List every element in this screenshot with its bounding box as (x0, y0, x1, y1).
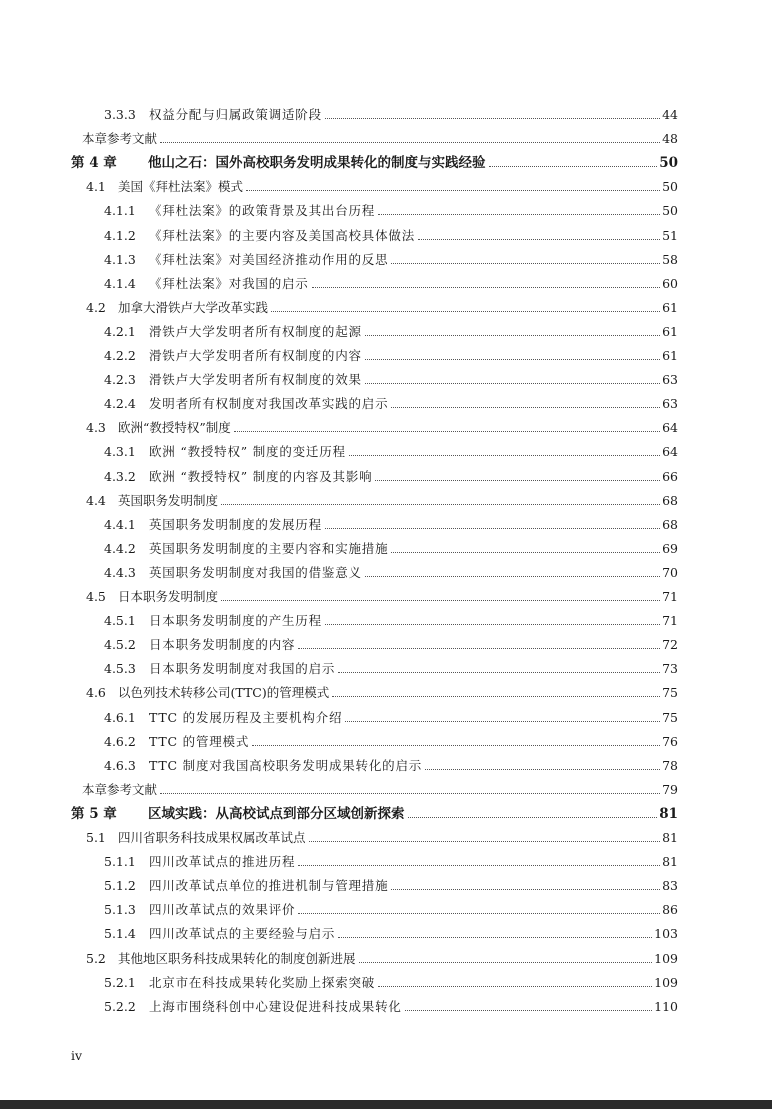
toc-leader-dots (298, 648, 660, 649)
toc-leader-dots (160, 142, 660, 143)
toc-section[interactable] (86, 828, 678, 848)
toc-subsection[interactable] (104, 467, 678, 487)
toc-page-number: 110 (654, 999, 678, 1014)
toc-leader-dots (391, 889, 660, 890)
toc-subsection[interactable] (104, 394, 678, 414)
toc-leader-dots (425, 769, 660, 770)
toc-number: 4.1.1 (104, 203, 136, 218)
toc-leader-dots (365, 383, 660, 384)
toc-page-number: 73 (662, 661, 678, 676)
toc-number: 4.6.3 (104, 758, 136, 773)
toc-leader-dots (365, 359, 660, 360)
toc-subsection[interactable] (104, 563, 678, 583)
toc-page-number: 50 (662, 179, 678, 194)
toc-leader-dots (418, 239, 660, 240)
toc-number: 4.1.3 (104, 252, 136, 267)
toc-number: 4.6.2 (104, 734, 136, 749)
bottom-bar (0, 1100, 772, 1109)
toc-number: 4.2.4 (104, 396, 136, 411)
toc-number: 4.2.1 (104, 324, 136, 339)
toc-subsection[interactable] (104, 924, 678, 944)
toc-leader-dots (312, 287, 660, 288)
toc-title: 四川省职务科技成果权属改革试点 (118, 830, 306, 845)
toc-references[interactable] (82, 129, 678, 149)
toc-leader-dots (234, 431, 660, 432)
toc-page-number: 66 (662, 469, 678, 484)
toc-subsection[interactable] (104, 900, 678, 920)
toc-page-number: 76 (662, 734, 678, 749)
toc-number: 4.4 (86, 493, 106, 508)
toc-number: 5.2.2 (104, 999, 136, 1014)
toc-page-number: 70 (662, 565, 678, 580)
toc-number: 5.1 (86, 830, 106, 845)
toc-title: 北京市在科技成果转化奖励上探索突破 (149, 975, 376, 990)
toc-title: 美国《拜杜法案》模式 (118, 179, 244, 194)
toc-title: 英国职务发明制度对我国的借鉴意义 (149, 565, 362, 580)
toc-page-number: 64 (662, 444, 678, 459)
toc-title: 以色列技术转移公司(TTC)的管理模式 (118, 685, 330, 700)
toc-number: 第 5 章 (71, 806, 117, 822)
toc-title: 本章参考文献 (82, 131, 158, 146)
toc-page-number: 75 (662, 685, 678, 700)
toc-number: 第 4 章 (71, 155, 117, 171)
toc-number: 4.6 (86, 685, 106, 700)
toc-leader-dots (252, 745, 660, 746)
toc-leader-dots (391, 407, 660, 408)
toc-subsection[interactable] (104, 346, 678, 366)
toc-title: 日本职务发明制度对我国的启示 (149, 661, 336, 676)
toc-page-number: 86 (662, 902, 678, 917)
toc-leader-dots (271, 311, 660, 312)
toc-number: 4.2.3 (104, 372, 136, 387)
toc-title: 英国职务发明制度 (118, 493, 219, 508)
toc-leader-dots (408, 817, 658, 818)
toc-title: 加拿大滑铁卢大学改革实践 (118, 300, 269, 315)
toc-page-number: 51 (662, 228, 678, 243)
toc-number: 4.1.2 (104, 228, 136, 243)
toc-leader-dots (338, 672, 660, 673)
toc-page-number: 72 (662, 637, 678, 652)
toc-subsection[interactable] (104, 105, 678, 125)
toc-title: 欧洲 “教授特权” 制度的变迁历程 (149, 444, 346, 459)
toc-title: 英国职务发明制度的发展历程 (149, 517, 322, 532)
toc-subsection[interactable] (104, 226, 678, 246)
toc-number: 4.2.2 (104, 348, 136, 363)
toc-number: 4.3 (86, 420, 106, 435)
toc-page-number: 75 (662, 710, 678, 725)
toc-page-number: 81 (659, 806, 678, 822)
toc-page-number: 58 (662, 252, 678, 267)
toc-number: 5.1.3 (104, 902, 136, 917)
toc-subsection[interactable] (104, 635, 678, 655)
toc-title: 欧洲 “教授特权” 制度的内容及其影响 (149, 469, 373, 484)
toc-subsection[interactable] (104, 852, 678, 872)
toc-page-number: 48 (662, 131, 678, 146)
toc-leader-dots (309, 841, 660, 842)
toc-leader-dots (365, 576, 660, 577)
toc-leader-dots (391, 552, 660, 553)
toc-leader-dots (405, 1010, 652, 1011)
toc-leader-dots (160, 793, 660, 794)
toc-title: 权益分配与归属政策调适阶段 (149, 107, 322, 122)
toc-title: 发明者所有权制度对我国改革实践的启示 (149, 396, 389, 411)
toc-leader-dots (325, 118, 660, 119)
toc-subsection[interactable] (104, 876, 678, 896)
toc-leader-dots (338, 937, 652, 938)
toc-section[interactable] (86, 491, 678, 511)
toc-title: 滑铁卢大学发明者所有权制度的效果 (149, 372, 362, 387)
toc-number: 4.4.2 (104, 541, 136, 556)
toc-leader-dots (325, 528, 660, 529)
toc-page-number: 103 (654, 926, 678, 941)
toc-title: 四川改革试点的推进历程 (149, 854, 296, 869)
toc-chapter[interactable] (71, 153, 678, 173)
toc-subsection[interactable] (104, 539, 678, 559)
toc-subsection[interactable] (104, 732, 678, 752)
toc-chapter[interactable] (71, 804, 678, 824)
toc-subsection[interactable] (104, 997, 678, 1017)
toc-page-number: 109 (654, 951, 678, 966)
toc-number: 5.2 (86, 951, 106, 966)
toc-page-number: 63 (662, 372, 678, 387)
toc-section[interactable] (86, 177, 678, 197)
toc-title: 四川改革试点单位的推进机制与管理措施 (149, 878, 389, 893)
toc-number: 5.2.1 (104, 975, 136, 990)
toc-title: 滑铁卢大学发明者所有权制度的内容 (149, 348, 362, 363)
toc-title: 欧洲“教授特权”制度 (118, 420, 231, 435)
toc-title: 区域实践：从高校试点到部分区域创新探索 (148, 806, 405, 822)
toc-page-number: 81 (662, 830, 678, 845)
toc-page-number: 83 (662, 878, 678, 893)
toc-number: 4.5.2 (104, 637, 136, 652)
toc-number: 5.1.2 (104, 878, 136, 893)
toc-subsection[interactable] (104, 322, 678, 342)
toc-subsection[interactable] (104, 442, 678, 462)
toc-leader-dots (332, 696, 660, 697)
toc-leader-dots (325, 624, 660, 625)
toc-page-number: 60 (662, 276, 678, 291)
toc-title: TTC 制度对我国高校职务发明成果转化的启示 (149, 758, 423, 773)
toc-page-number: 44 (662, 107, 678, 122)
toc-subsection[interactable] (104, 515, 678, 535)
toc-number: 4.5 (86, 589, 106, 604)
toc-leader-dots (221, 600, 660, 601)
toc-subsection[interactable] (104, 973, 678, 993)
toc-page-number: 71 (662, 589, 678, 604)
toc-section[interactable] (86, 683, 678, 703)
toc-subsection[interactable] (104, 659, 678, 679)
toc-title: 日本职务发明制度 (118, 589, 219, 604)
toc-number: 3.3.3 (104, 107, 136, 122)
toc-page-number: 79 (662, 782, 678, 797)
toc-subsection[interactable] (104, 611, 678, 631)
toc-page-number: 61 (662, 300, 678, 315)
toc-page-number: 64 (662, 420, 678, 435)
toc-number: 4.4.3 (104, 565, 136, 580)
toc-title: 《拜杜法案》对我国的启示 (149, 276, 309, 291)
toc-page-number: 68 (662, 517, 678, 532)
toc-subsection[interactable] (104, 250, 678, 270)
toc-section[interactable] (86, 298, 678, 318)
toc-page-number: 109 (654, 975, 678, 990)
toc-page-number: 81 (662, 854, 678, 869)
toc-leader-dots (359, 962, 653, 963)
toc-title: 《拜杜法案》对美国经济推动作用的反思 (149, 252, 389, 267)
toc-subsection[interactable] (104, 756, 678, 776)
toc-leader-dots (349, 455, 660, 456)
toc-number: 4.6.1 (104, 710, 136, 725)
toc-page-number: 68 (662, 493, 678, 508)
toc-leader-dots (365, 335, 660, 336)
toc-number: 4.3.2 (104, 469, 136, 484)
toc-page-number: 63 (662, 396, 678, 411)
toc-leader-dots (246, 190, 660, 191)
toc-section[interactable] (86, 587, 678, 607)
toc-leader-dots (378, 214, 660, 215)
toc-section[interactable] (86, 949, 678, 969)
toc-title: 本章参考文献 (82, 782, 158, 797)
toc-title: 四川改革试点的主要经验与启示 (149, 926, 336, 941)
toc-leader-dots (378, 986, 652, 987)
toc-subsection[interactable] (104, 370, 678, 390)
toc-references[interactable] (82, 780, 678, 800)
toc-leader-dots (298, 913, 660, 914)
toc-number: 4.4.1 (104, 517, 136, 532)
toc-subsection[interactable] (104, 201, 678, 221)
toc-title: 《拜杜法案》的政策背景及其出台历程 (149, 203, 376, 218)
toc-title: TTC 的管理模式 (149, 734, 250, 749)
toc-page-number: 78 (662, 758, 678, 773)
page-number: iv (71, 1048, 83, 1063)
toc-title: 英国职务发明制度的主要内容和实施措施 (149, 541, 389, 556)
toc-number: 4.1.4 (104, 276, 136, 291)
toc-title: 日本职务发明制度的产生历程 (149, 613, 322, 628)
toc-page-number: 69 (662, 541, 678, 556)
toc-title: 《拜杜法案》的主要内容及美国高校具体做法 (149, 228, 416, 243)
toc-number: 5.1.1 (104, 854, 136, 869)
toc-title: 他山之石：国外高校职务发明成果转化的制度与实践经验 (148, 155, 486, 171)
toc-number: 4.1 (86, 179, 106, 194)
toc-number: 5.1.4 (104, 926, 136, 941)
toc-page-number: 61 (662, 324, 678, 339)
toc-leader-dots (375, 480, 660, 481)
toc-section[interactable] (86, 418, 678, 438)
toc-title: 滑铁卢大学发明者所有权制度的起源 (149, 324, 362, 339)
toc-number: 4.5.1 (104, 613, 136, 628)
toc-leader-dots (298, 865, 660, 866)
toc-title: 四川改革试点的效果评价 (149, 902, 296, 917)
toc-title: 日本职务发明制度的内容 (149, 637, 296, 652)
toc-title: 其他地区职务科技成果转化的制度创新进展 (118, 951, 356, 966)
toc-title: 上海市围绕科创中心建设促进科技成果转化 (149, 999, 402, 1014)
toc-leader-dots (221, 504, 660, 505)
toc-subsection[interactable] (104, 708, 678, 728)
toc-number: 4.3.1 (104, 444, 136, 459)
toc-number: 4.5.3 (104, 661, 136, 676)
toc-title: TTC 的发展历程及主要机构介绍 (149, 710, 343, 725)
toc-leader-dots (391, 263, 660, 264)
toc-page-number: 50 (662, 203, 678, 218)
toc-leader-dots (345, 721, 660, 722)
toc-page-number: 61 (662, 348, 678, 363)
toc-page-number: 50 (659, 155, 678, 171)
toc-number: 4.2 (86, 300, 106, 315)
toc-leader-dots (489, 166, 658, 167)
toc-subsection[interactable] (104, 274, 678, 294)
toc-page-number: 71 (662, 613, 678, 628)
